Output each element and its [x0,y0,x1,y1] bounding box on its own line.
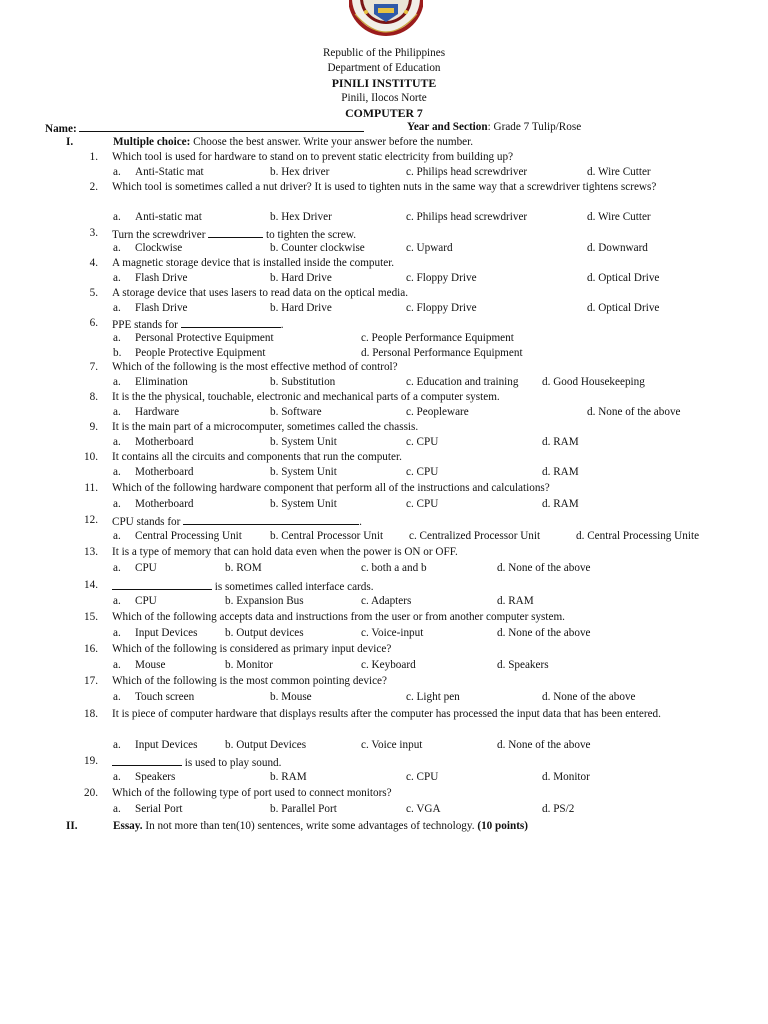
option: c. CPU [406,436,439,448]
option: c. Light pen [406,691,460,703]
section-1-title: Multiple choice: [113,136,191,148]
question-stem: Which of the following hardware component that perform all of the instructions and calculations? [112,482,550,494]
options-row [0,561,768,576]
section-1-number: I. [66,136,74,148]
question-number: 18. [84,708,98,720]
option-letter: a. [113,211,121,223]
question-number: 1. [89,151,98,163]
option: d. Monitor [542,771,590,783]
option: d. None of the above [497,562,591,574]
question-number: 13. [84,546,98,558]
question-stem: It is the main part of a microcomputer, sometimes called the chassis. [112,421,419,433]
stem-after: . [280,319,284,331]
option: b. Hard Drive [270,272,332,284]
option: d. Good Housekeeping [542,376,645,388]
option-letter: a. [113,272,121,284]
option: Motherboard [135,436,194,448]
option: c. Voice input [361,739,423,751]
stem-after: is sometimes called interface cards. [214,581,374,593]
options-row [0,301,768,316]
year-label: Year and Section [407,121,488,133]
option: c. Education and training [406,376,519,388]
option-letter: a. [113,498,121,510]
option: Elimination [135,376,188,388]
question-number: 9. [89,421,98,433]
options-row [0,497,768,512]
student-info-row [45,120,745,135]
options-row [0,594,768,609]
option-letter: a. [113,595,121,607]
stem-after: to tighten the screw. [266,229,357,241]
option: d. None of the above [542,691,636,703]
options-row [0,802,768,817]
option-letter: a. [113,627,121,639]
option: Flash Drive [135,302,188,314]
option-letter: a. [113,771,121,783]
section-2-title: Essay. [113,820,143,832]
options-row [0,658,768,673]
question-number: 14. [84,579,98,591]
option: b. Software [270,406,322,418]
answer-blank[interactable] [181,316,281,328]
option: c. CPU [406,466,439,478]
question-number: 8. [89,391,98,403]
question-number: 17. [84,675,98,687]
options-row [0,375,768,390]
school-name: PINILI INSTITUTE [331,76,437,90]
question-stem: A magnetic storage device that is installed inside the computer. [112,257,395,269]
options-row [0,271,768,286]
option: b. Parallel Port [270,803,337,815]
option: c. VGA [406,803,441,815]
option-letter: a. [113,166,121,178]
answer-blank[interactable] [112,754,182,766]
option-letter: a. [113,562,121,574]
options-row [0,435,768,450]
options-row [0,529,768,544]
option: b. ROM [225,562,262,574]
option-letter: a. [113,466,121,478]
options-row [0,346,768,361]
option-letter: a. [113,302,121,314]
options-row [0,241,768,256]
question-stem: Which of the following is the most effective method of control? [112,361,398,373]
option: Speakers [135,771,176,783]
option-letter: a. [113,659,121,671]
options-row [0,405,768,420]
question-number: 4. [89,257,98,269]
option-letter: a. [113,406,121,418]
option-letter: a. [113,436,121,448]
option: d. RAM [497,595,534,607]
section-2-points: (10 points) [474,820,529,832]
question-number: 2. [89,181,98,193]
option: d. Speakers [497,659,549,671]
options-row [0,331,768,346]
option: b. Central Processor Unit [270,530,384,542]
stem-before: PPE stands for [112,319,178,331]
question-number: 15. [84,611,98,623]
option: d. Optical Drive [587,302,660,314]
option: c. Peopleware [406,406,469,418]
question-number: 7. [89,361,98,373]
option: Anti-Static mat [135,166,204,178]
option: c. People Performance Equipment [361,332,514,344]
option: d. Central Processing Unite [576,530,700,542]
option: d. Downward [587,242,648,254]
option: Hardware [135,406,180,418]
option: d. None of the above [497,627,591,639]
department-line: Department of Education [327,62,441,74]
document-header [0,46,768,121]
option-letter: a. [113,739,121,751]
option: d. None of the above [587,406,681,418]
option: b. Monitor [225,659,273,671]
option: Personal Protective Equipment [135,332,274,344]
question-stem: Which tool is used for hardware to stand on to prevent static electricity from building up? [112,151,514,163]
question-number: 11. [84,482,98,494]
option: Flash Drive [135,272,188,284]
options-row [0,465,768,480]
stem-before: CPU stands for [112,516,181,528]
option: People Protective Equipment [135,347,266,359]
options-row [0,690,768,705]
option: b. Output Devices [225,739,307,751]
option-letter: a. [113,242,121,254]
option: CPU [135,562,157,574]
options-row [0,738,768,753]
option: CPU [135,595,157,607]
option-letter: a. [113,332,121,344]
republic-line: Republic of the Philippines [322,47,446,59]
option: b. RAM [270,771,307,783]
stem-before: Turn the screwdriver [112,229,206,241]
option: d. None of the above [497,739,591,751]
school-seal [349,0,423,38]
option: Serial Port [135,803,183,815]
name-label: Name: [45,123,77,135]
option-letter: a. [113,376,121,388]
option: c. CPU [406,771,439,783]
section-1-instruction: Choose the best answer. Write your answer before the number. [190,136,474,148]
option-letter: b. [113,347,122,359]
question-stem: Which of the following type of port used to connect monitors? [112,787,392,799]
option: c. Floppy Drive [406,272,477,284]
answer-blank[interactable] [183,513,359,525]
answer-blank[interactable] [112,578,212,590]
option: Touch screen [135,691,195,703]
option: b. Hard Drive [270,302,332,314]
question-stem: It is the the physical, touchable, electronic and mechanical parts of a computer system. [112,391,500,403]
option: b. System Unit [270,498,337,510]
name-blank[interactable] [79,120,364,132]
option: c. Philips head screwdriver [406,166,528,178]
option: c. Upward [406,242,453,254]
option: b. System Unit [270,436,337,448]
question-stem: It is a type of memory that can hold data even when the power is ON or OFF. [112,546,458,558]
option: Input Devices [135,627,198,639]
question-number: 6. [89,317,98,329]
options-row [0,770,768,785]
question-number: 19. [84,755,98,767]
option-letter: a. [113,803,121,815]
options-row [0,165,768,180]
question-stem [112,578,697,595]
option: d. PS/2 [542,803,575,815]
option: d. Wire Cutter [587,166,651,178]
question-stem: A storage device that uses lasers to read data on the optical media. [112,287,409,299]
year-value: : Grade 7 Tulip/Rose [487,121,582,133]
question-stem [112,513,697,530]
option-letter: a. [113,691,121,703]
option: Clockwise [135,242,183,254]
option: b. Expansion Bus [225,595,304,607]
option: Anti-static mat [135,211,202,223]
question-stem: Which of the following accepts data and instructions from the user or from another computer system. [112,611,565,623]
option: b. Output devices [225,627,304,639]
answer-blank[interactable] [208,226,263,238]
option: c. Adapters [361,595,412,607]
option: c. both a and b [361,562,427,574]
option-letter: a. [113,530,121,542]
option: c. CPU [406,498,439,510]
option: b. Hex Driver [270,211,332,223]
section-2-instruction: In not more than ten(10) sentences, write some advantages of technology. [142,820,475,832]
option: Motherboard [135,498,194,510]
option: c. Voice-input [361,627,424,639]
question-stem [112,754,697,771]
section-2-number: II. [66,820,78,832]
question-number: 16. [84,643,98,655]
question-number: 12. [84,514,98,526]
option: b. Mouse [270,691,312,703]
option: d. Optical Drive [587,272,660,284]
question-number: 20. [84,787,98,799]
question-number: 3. [89,227,98,239]
option: b. System Unit [270,466,337,478]
option: d. Personal Performance Equipment [361,347,523,359]
option: Motherboard [135,466,194,478]
option: Mouse [135,659,166,671]
question-number: 5. [89,287,98,299]
option: Central Processing Unit [135,530,242,542]
option: d. RAM [542,498,579,510]
question-stem: It contains all the circuits and components that run the computer. [112,451,402,463]
stem-after: . [359,516,362,528]
option: c. Keyboard [361,659,416,671]
option: Input Devices [135,739,198,751]
year-section [407,120,581,135]
option: c. Philips head screwdriver [406,211,528,223]
question-stem: Which of the following is the most common pointing device? [112,675,387,687]
option: c. Centralized Processor Unit [409,530,541,542]
question-stem: Which of the following is considered as primary input device? [112,643,392,655]
option: b. Substitution [270,376,336,388]
question-number: 10. [84,451,98,463]
subject-title: COMPUTER 7 [345,106,423,120]
stem-after: is used to play sound. [184,757,282,769]
option: d. RAM [542,436,579,448]
question-stem: It is piece of computer hardware that displays results after the computer has processed the input data that has been entered. [112,708,661,720]
options-row [0,626,768,641]
option: b. Hex driver [270,166,330,178]
option: b. Counter clockwise [270,242,365,254]
option: c. Floppy Drive [406,302,477,314]
option: d. RAM [542,466,579,478]
options-row [0,210,768,225]
school-location: Pinili, Ilocos Norte [341,92,427,104]
option: d. Wire Cutter [587,211,651,223]
question-stem: Which tool is sometimes called a nut driver? It is used to tighten nuts in the same way that a screwdriver tightens screws? [112,181,657,193]
